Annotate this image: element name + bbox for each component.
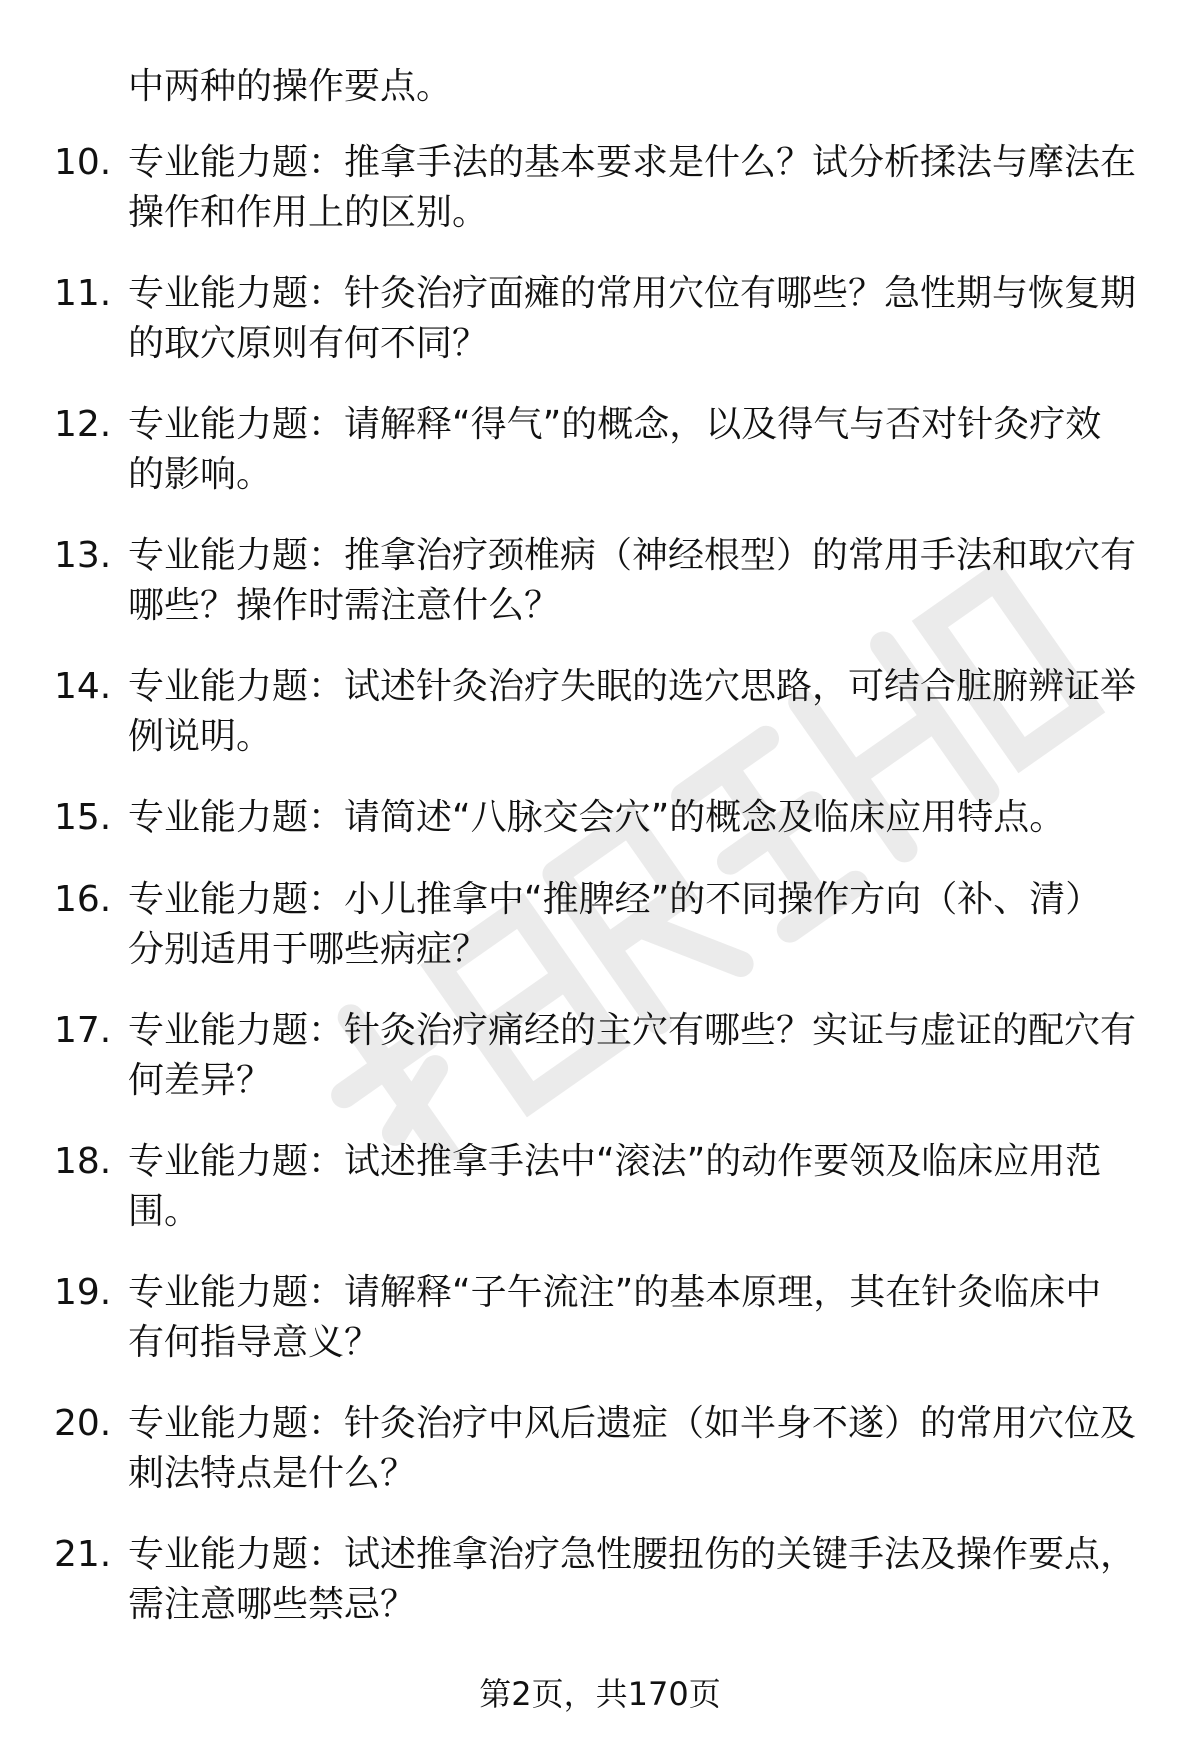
question-text-line: 围。: [128, 1191, 201, 1232]
question-text-line: 分别适用于哪些病症？: [128, 929, 489, 970]
question-text: [128, 138, 1138, 238]
question-item: [0, 1268, 1200, 1399]
question-text-line: 专业能力题：推拿手法的基本要求是什么？试分析揉法与摩法在: [128, 142, 1137, 183]
question-number: 16.: [54, 879, 112, 920]
question-text-line: 专业能力题：试述针灸治疗失眠的选穴思路，可结合脏腑辨证举: [128, 666, 1137, 707]
question-item: [0, 662, 1200, 793]
question-text: [128, 269, 1138, 369]
question-number: 20.: [54, 1403, 112, 1444]
question-text-line: 专业能力题：针灸治疗痛经的主穴有哪些？实证与虚证的配穴有: [128, 1010, 1137, 1051]
question-text: [128, 400, 1138, 500]
question-text: [128, 662, 1138, 762]
question-text-line: 有何指导意义？: [128, 1322, 381, 1363]
question-number: 17.: [54, 1010, 112, 1051]
question-text-line: 的影响。: [128, 454, 273, 495]
question-item: [0, 793, 1200, 875]
question-text-line: 专业能力题：推拿治疗颈椎病（神经根型）的常用手法和取穴有: [128, 535, 1137, 576]
question-number: 18.: [54, 1141, 112, 1182]
question-text-line: 的取穴原则有何不同？: [128, 323, 489, 364]
question-text-line: 专业能力题：请解释“得气”的概念，以及得气与否对针灸疗效: [128, 404, 1102, 445]
question-text-line: 专业能力题：针灸治疗中风后遗症（如半身不遂）的常用穴位及: [128, 1403, 1137, 1444]
question-list: [0, 138, 1200, 1661]
question-text-line: 例说明。: [128, 716, 273, 757]
question-item: [0, 1530, 1200, 1661]
question-text-line: 专业能力题：针灸治疗面瘫的常用穴位有哪些？急性期与恢复期: [128, 273, 1137, 314]
question-item: [0, 138, 1200, 269]
question-text-line: 专业能力题：试述推拿治疗急性腰扭伤的关键手法及操作要点，: [128, 1534, 1137, 1575]
question-text-line: 专业能力题：请解释“子午流注”的基本原理，其在针灸临床中: [128, 1272, 1102, 1313]
question-text: [128, 1006, 1138, 1106]
question-text: [128, 1399, 1138, 1499]
question-text-line: 需注意哪些禁忌？: [128, 1584, 417, 1625]
question-text: [128, 875, 1138, 975]
question-text-line: 何差异？: [128, 1060, 273, 1101]
question-number: 15.: [54, 797, 112, 838]
question-text: [128, 1268, 1138, 1368]
page-footer: 第2页，共170页: [479, 1675, 721, 1713]
question-number: 14.: [54, 666, 112, 707]
question-item: [0, 1137, 1200, 1268]
question-number: 21.: [54, 1534, 112, 1575]
question-text: [128, 1530, 1138, 1630]
question-item: [0, 1006, 1200, 1137]
question-text-line: 刺法特点是什么？: [128, 1453, 417, 1494]
question-text: [128, 793, 1138, 843]
question-item: [0, 875, 1200, 1006]
question-text: [128, 1137, 1138, 1237]
question-item: [0, 269, 1200, 400]
question-number: 19.: [54, 1272, 112, 1313]
continued-question-text: 中两种的操作要点。: [128, 66, 453, 107]
question-text-line: 哪些？操作时需注意什么？: [128, 585, 561, 626]
question-number: 11.: [54, 273, 112, 314]
question-text-line: 操作和作用上的区别。: [128, 192, 489, 233]
question-text-line: 专业能力题：请简述“八脉交会穴”的概念及临床应用特点。: [128, 797, 1066, 838]
question-number: 10.: [54, 142, 112, 183]
question-number: 13.: [54, 535, 112, 576]
question-item: [0, 1399, 1200, 1530]
question-text-line: 专业能力题：小儿推拿中“推脾经”的不同操作方向（补、清）: [128, 879, 1102, 920]
question-item: [0, 400, 1200, 531]
question-item: [0, 531, 1200, 662]
question-text-line: 专业能力题：试述推拿手法中“滚法”的动作要领及临床应用范: [128, 1141, 1102, 1182]
question-text: [128, 531, 1138, 631]
question-number: 12.: [54, 404, 112, 445]
